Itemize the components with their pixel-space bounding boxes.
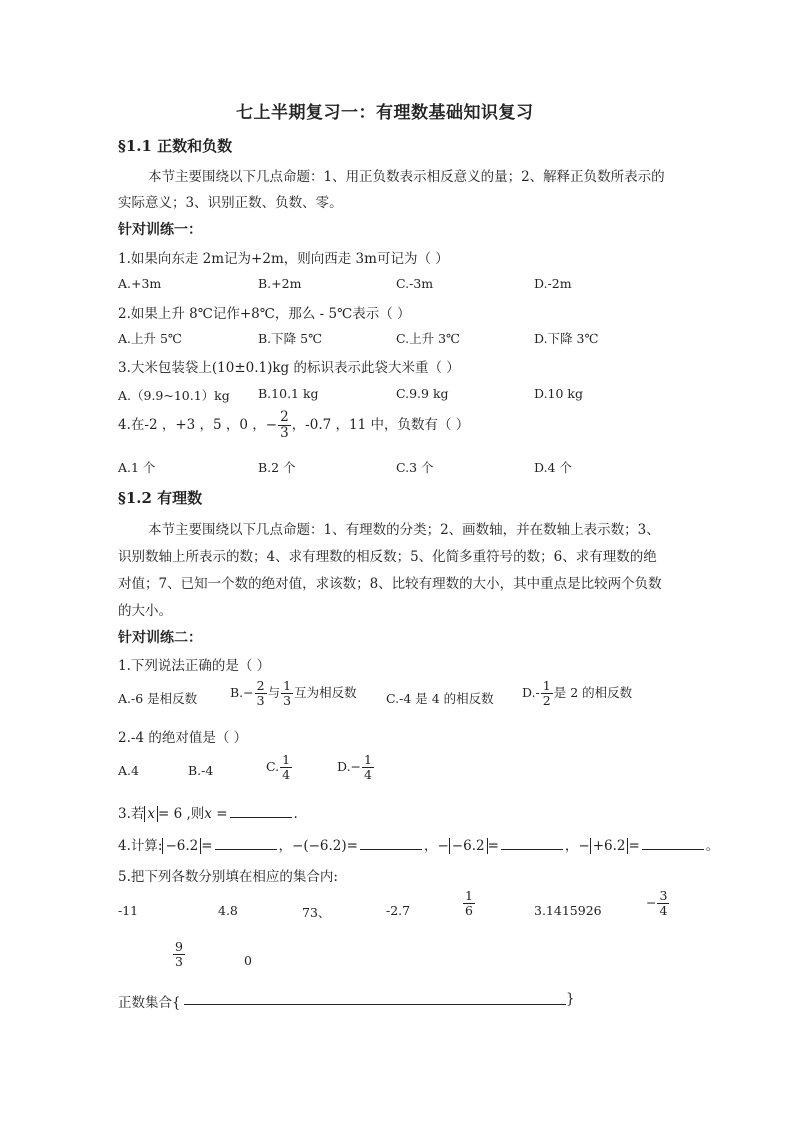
answer-blank[interactable]	[230, 804, 292, 818]
fraction: $\frac{2}{3}$	[256, 678, 265, 708]
option-c: C.上升 3℃	[396, 331, 461, 346]
expression: −(−6.2)	[292, 838, 347, 854]
section-1-2-intro-line: 对值；7、已知一个数的绝对值，求该数；8、比较有理数的大小，其中重点是比较两个负数	[118, 576, 662, 592]
absolute-value: −6.2	[449, 838, 488, 854]
option-b: B.− $\frac{2}{3}$ 与 $\frac{1}{3}$ 互为相反数	[230, 678, 357, 708]
option-a: A.4	[118, 763, 139, 778]
page-title: 七上半期复习一：有理数基础知识复习	[236, 103, 534, 123]
positive-set-close: }	[566, 991, 575, 1007]
option-c: C.3 个	[396, 460, 434, 475]
fraction: $\frac{1}{2}$	[542, 678, 551, 708]
option-b: B.-4	[188, 763, 214, 778]
section-1-2-intro-line: 本节主要围绕以下几点命题：1、有理数的分类；2、画数轴，并在数轴上表示数；3、	[148, 522, 660, 538]
option-c: C.9.9 kg	[396, 386, 449, 401]
option-d: D.− $\frac{1}{4}$	[337, 752, 372, 782]
option-b: B.10.1 kg	[258, 386, 319, 401]
answer-blank[interactable]	[360, 836, 422, 850]
question-3: 3.大米包装袋上(10±0.1)kg 的标识表示此袋大米重（ ）	[118, 360, 460, 376]
section-1-2-intro-line: 识别数轴上所表示的数；4、求有理数的相反数；5、化简多重符号的数；6、求有理数的绝	[118, 549, 657, 565]
fraction: $\frac{2}{3}$	[280, 409, 289, 441]
number-item: 0	[244, 953, 252, 968]
question-5: 5.把下列各数分别填在相应的集合内:	[118, 869, 338, 885]
section-1-2-intro-line: 的大小。	[118, 603, 172, 619]
option-a: A.1 个	[118, 460, 156, 475]
question-4-text: ，-0.7 ，11 中，负数有（ ）	[291, 416, 470, 433]
question-2: 2.如果上升 8℃记作+8℃，那么 - 5℃表示（ ）	[118, 306, 411, 322]
absolute-value: +6.2	[590, 838, 629, 854]
drill-one-heading: 针对训练一：	[118, 222, 202, 238]
fraction: $\frac{3}{4}$	[659, 888, 668, 918]
option-d: D.下降 3℃	[534, 331, 599, 346]
number-item	[172, 940, 186, 969]
fraction: $\frac{1}{3}$	[283, 678, 292, 708]
number-item: 73、	[302, 905, 331, 920]
fraction: $\frac{1}{6}$	[465, 888, 473, 918]
section-1-1-intro-line: 实际意义；3、识别正数、负数、零。	[118, 195, 343, 211]
section-1-1-heading: §1.1 正数和负数	[118, 137, 233, 155]
fraction: $\frac{1}{4}$	[364, 752, 372, 782]
option-a: A.上升 5℃	[118, 331, 182, 346]
option-a: A.+3m	[118, 276, 162, 291]
section-1-2-heading: §1.2 有理数	[118, 489, 203, 507]
option-b: B.2 个	[258, 460, 296, 475]
answer-blank[interactable]	[215, 836, 277, 850]
absolute-value: −6.2	[162, 838, 201, 854]
question-3: 3.若 x = 6 ,则x = .	[118, 806, 298, 822]
number-item: − $\frac{3}{4}$	[646, 888, 668, 918]
question-1: 1.下列说法正确的是（ ）	[118, 658, 271, 674]
fraction-sign: −	[265, 416, 278, 433]
option-c: C.-3m	[396, 276, 434, 291]
question-4: 4.计算: −6.2 = ，−(−6.2)= ，− −6.2 = ，− +6.2 = 。	[118, 838, 720, 854]
fraction: $\frac{9}{3}$	[175, 939, 183, 969]
positive-set-answer-line[interactable]	[184, 1004, 566, 1005]
question-4-text: 4.在-2 ，+3 ，5 ，0 ，	[118, 416, 266, 433]
option-d: D.- $\frac{1}{2}$ 是 2 的相反数	[522, 678, 633, 708]
absolute-value: x	[144, 806, 158, 822]
question-4	[118, 410, 469, 441]
option-c: C. $\frac{1}{4}$	[266, 752, 291, 782]
option-a: A.-6 是相反数	[118, 691, 198, 706]
question-1: 1.如果向东走 2m记为+2m，则向西走 3m可记为（ ）	[118, 251, 449, 267]
answer-blank[interactable]	[501, 836, 563, 850]
question-2: 2.-4 的绝对值是（ ）	[118, 730, 248, 746]
number-item: 3.1415926	[534, 903, 602, 918]
section-1-1-intro-line: 本节主要围绕以下几点命题：1、用正负数表示相反意义的量；2、解释正负数所表示的	[148, 169, 665, 185]
option-c: C.-4 是 4 的相反数	[386, 691, 494, 706]
drill-two-heading: 针对训练二：	[118, 630, 202, 646]
number-item: 4.8	[218, 903, 238, 918]
number-item: -2.7	[386, 903, 411, 918]
option-b: B.下降 5℃	[258, 331, 323, 346]
option-b: B.+2m	[258, 276, 302, 291]
option-d: D.10 kg	[534, 386, 584, 401]
fraction: $\frac{1}{4}$	[282, 752, 291, 782]
number-item	[462, 889, 476, 918]
option-d: D.4 个	[534, 460, 572, 475]
option-d: D.-2m	[534, 276, 572, 291]
positive-set-label: 正数集合{	[118, 995, 181, 1011]
option-a: A.（9.9~10.1）kg	[118, 388, 230, 403]
answer-blank[interactable]	[642, 836, 704, 850]
number-item: -11	[118, 903, 139, 918]
